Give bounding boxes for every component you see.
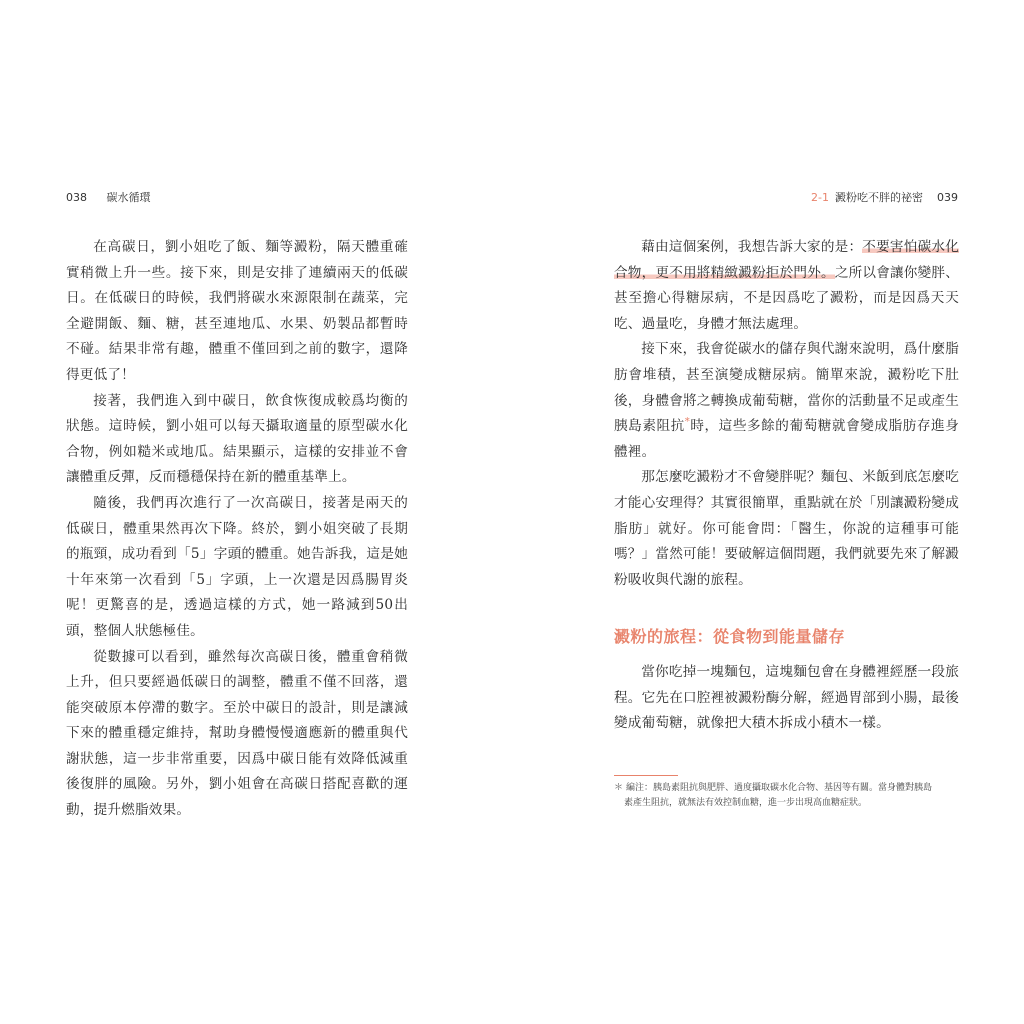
right-paragraph-3: 那怎麼吃澱粉才不會變胖呢？麵包、米飯到底怎麼吃才能心安理得？其實很簡單，重點就在於「別讓澱粉變成脂肪」就好。你可能會問：「醫生，你說的這種事可能嗎？」當然可能！要破解這個問題，我們就要先來了解澱粉吸收與代謝的旅程。: [614, 469, 959, 588]
left-running-head: [66, 191, 151, 205]
footnote: [614, 781, 964, 811]
highlighted-key-sentence: 不要害怕碳水化合物，更不用將精緻澱粉拒於門外。: [614, 239, 960, 281]
footnote-mark: ＊: [614, 783, 624, 793]
chapter-title: 碳水循環: [106, 191, 151, 204]
left-paragraph-2: 接著，我們進入到中碳日，飲食恢復成較爲均衡的狀態。這時候，劉小姐可以每天攝取適量的原型碳水化合物，例如糙米或地瓜。結果顯示，這樣的安排並不會讓體重反彈，反而穩穩保持在新的體重基準上。: [66, 392, 408, 486]
left-paragraph-3: 隨後，我們再次進行了一次高碳日，接著是兩天的低碳日，體重果然再次下降。終於，劉小姐突破了長期的瓶頸，成功看到「5」字頭的體重。她告訴我，這是她十年來第一次看到「5」字頭，上一次還是因爲腸胃炎呢！更驚喜的是，透過這樣的方式，她一路減到50出頭，整個人狀態極佳。: [66, 494, 408, 639]
footnote-divider: [614, 775, 678, 776]
section-number: 2-1: [811, 191, 829, 204]
left-paragraph-4: 從數據可以看到，雖然每次高碳日後，體重會稍微上升，但只要經過低碳日的調整，體重不僅不回落，還能突破原本停滯的數字。至於中碳日的設計，則是讓減下來的體重穩定維持，幫助身體慢慢適應新的體重與代謝狀態，這一步非常重要，因爲中碳日能有效降低減重後復胖的風險。另外，劉小姐會在高碳日搭配喜歡的運動，提升燃脂效果。: [66, 648, 408, 819]
right-paragraph-2: [614, 337, 959, 465]
paragraph-2-lead: 接下來，我會從碳水的儲存與代謝來說明，爲什麼脂肪會堆積，甚至演變成糖尿病。簡單來說，澱粉吃下肚後，身體會將之轉換成葡萄糖，當你的活動量不足或產生胰島素阻抗: [614, 341, 959, 435]
footnote-reference-mark: *: [684, 416, 690, 428]
paragraph-2-rest: 時，這些多餘的葡萄糖就會變成脂肪存進身體裡。: [614, 418, 959, 460]
footnote-line-2: 素產生阻抗，就無法有效控制血糖，進一步出現高血糖症狀。: [624, 798, 868, 808]
right-paragraph-4: 當你吃掉一塊麵包，這塊麵包會在身體裡經歷一段旅程。它先在口腔裡被澱粉酶分解，經過胃部到小腸，最後變成葡萄糖，就像把大積木拆成小積木一樣。: [614, 664, 959, 732]
paragraph-1-lead: 藉由這個案例，我想告訴大家的是：: [641, 239, 863, 255]
left-body-text: [66, 235, 408, 824]
section-subheading: 澱粉的旅程：從食物到能量儲存: [614, 627, 846, 646]
footnote-line-1: 編注：胰島素阻抗與肥胖、過度攝取碳水化合物、基因等有關。當身體對胰島: [626, 783, 933, 793]
left-paragraph-1: 在高碳日，劉小姐吃了飯、麵等澱粉，隔天體重確實稍微上升一些。接下來，則是安排了連續兩天的低碳日。在低碳日的時候，我們將碳水來源限制在蔬菜，完全避開飯、麵、糖，甚至連地瓜、水果、奶製品都暫時不碰。結果非常有趣，體重不僅回到之前的數字，還降得更低了！: [66, 239, 408, 383]
right-body-text: [614, 235, 959, 593]
paragraph-1-rest: 之所以會讓你變胖、甚至擔心得糖尿病，不是因爲吃了澱粉，而是因爲天天吃、過量吃，身體才無法處理。: [614, 264, 959, 332]
right-page-number: 039: [937, 191, 958, 204]
left-page-number: 038: [66, 191, 87, 204]
section-title: 澱粉吃不胖的祕密: [835, 191, 923, 204]
right-body-text-2: [614, 660, 959, 737]
right-paragraph-1: [614, 235, 959, 337]
right-running-head: [811, 191, 958, 205]
